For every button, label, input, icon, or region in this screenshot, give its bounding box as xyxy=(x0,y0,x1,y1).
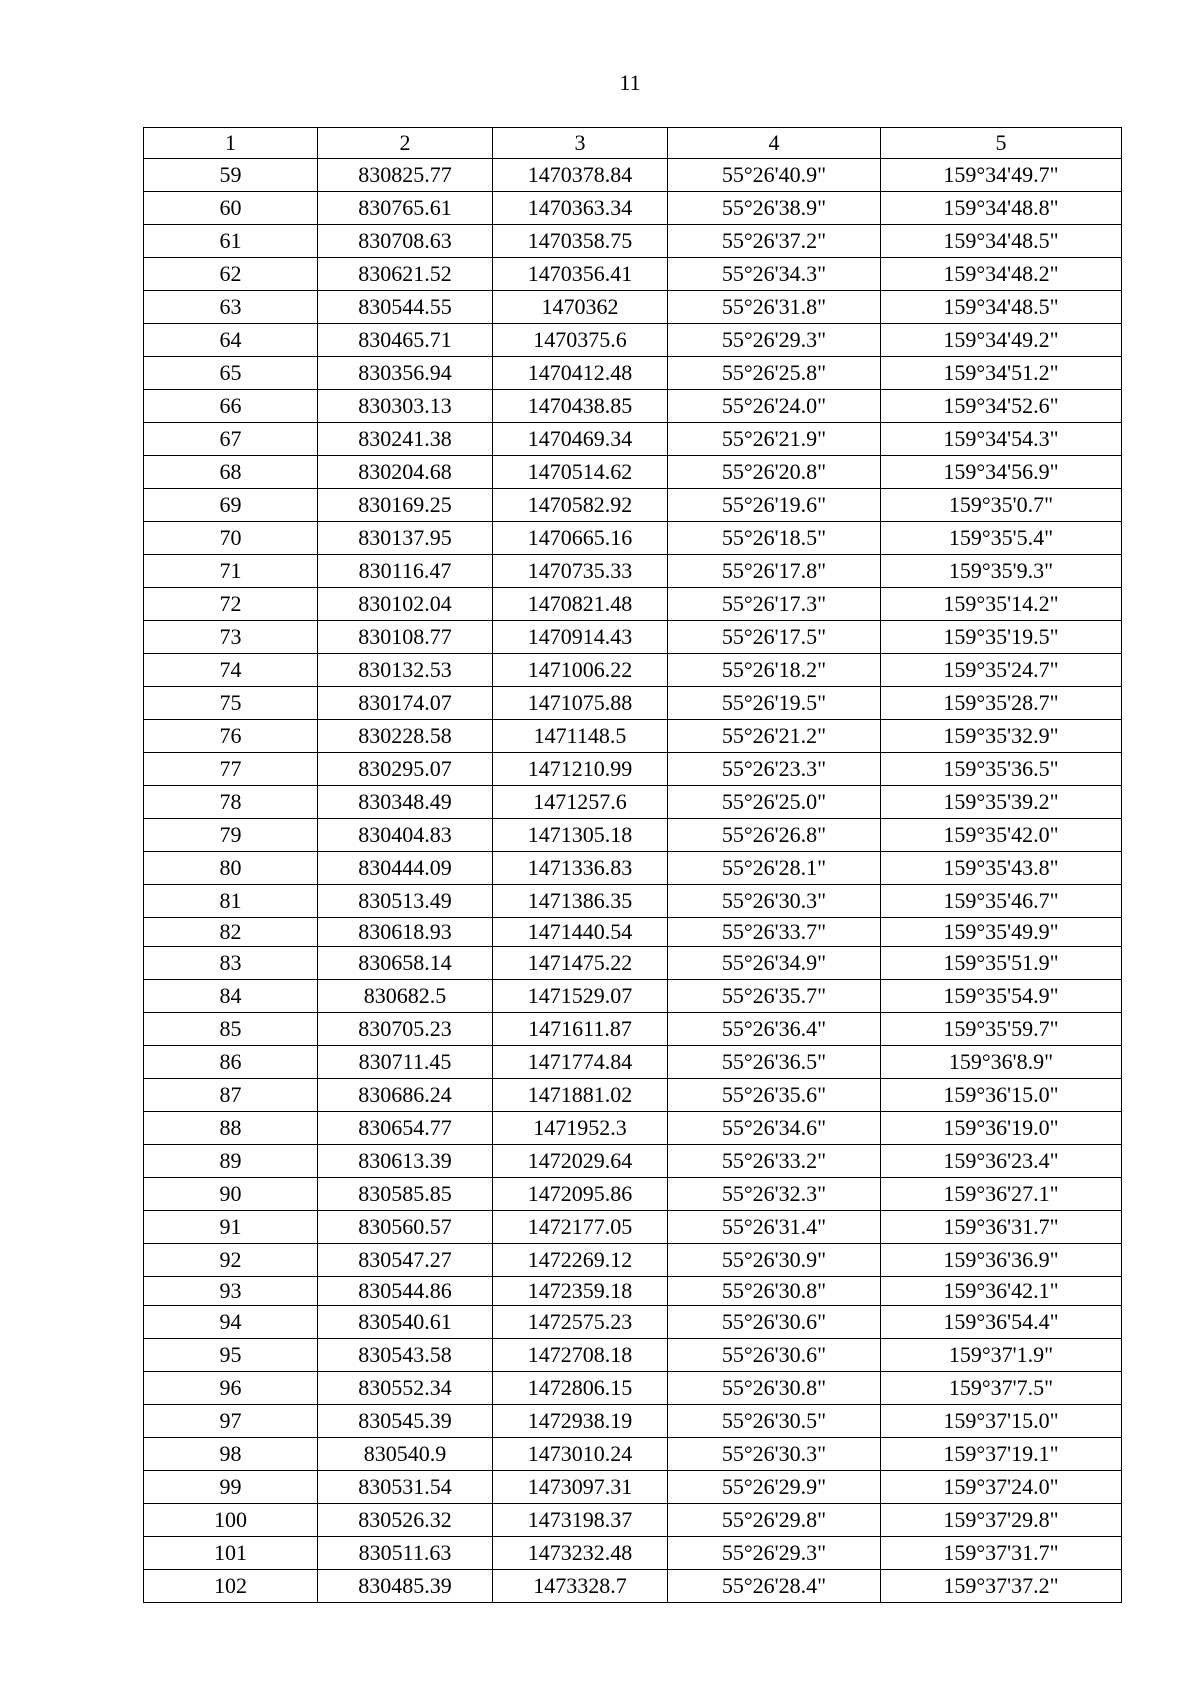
x-coordinate-cell: 830465.71 xyxy=(318,324,493,357)
x-coordinate-cell: 830511.63 xyxy=(318,1537,493,1570)
table-row xyxy=(144,786,1122,819)
y-coordinate-cell: 1471952.3 xyxy=(493,1112,668,1145)
y-coordinate-cell: 1472095.86 xyxy=(493,1178,668,1211)
table-row xyxy=(144,1339,1122,1372)
latitude-cell: 55°26'21.2" xyxy=(668,720,881,753)
x-coordinate-cell: 830513.49 xyxy=(318,885,493,918)
point-number-cell: 88 xyxy=(144,1112,318,1145)
y-coordinate-cell: 1470469.34 xyxy=(493,423,668,456)
longitude-cell: 159°34'48.5" xyxy=(881,225,1122,258)
column-header-1: 1 xyxy=(144,128,318,159)
x-coordinate-cell: 830543.58 xyxy=(318,1339,493,1372)
table-row xyxy=(144,687,1122,720)
longitude-cell: 159°35'0.7" xyxy=(881,489,1122,522)
latitude-cell: 55°26'38.9" xyxy=(668,192,881,225)
point-number-cell: 87 xyxy=(144,1079,318,1112)
table-row xyxy=(144,885,1122,918)
table-row xyxy=(144,324,1122,357)
x-coordinate-cell: 830444.09 xyxy=(318,852,493,885)
longitude-cell: 159°36'23.4" xyxy=(881,1145,1122,1178)
x-coordinate-cell: 830618.93 xyxy=(318,918,493,947)
page-number: 11 xyxy=(619,70,641,95)
table-row xyxy=(144,1306,1122,1339)
table-row xyxy=(144,192,1122,225)
point-number-cell: 75 xyxy=(144,687,318,720)
y-coordinate-cell: 1472029.64 xyxy=(493,1145,668,1178)
table-row xyxy=(144,1277,1122,1306)
coordinates-table xyxy=(143,127,1122,1603)
y-coordinate-cell: 1471210.99 xyxy=(493,753,668,786)
point-number-cell: 83 xyxy=(144,947,318,980)
longitude-cell: 159°34'51.2" xyxy=(881,357,1122,390)
point-number-cell: 85 xyxy=(144,1013,318,1046)
latitude-cell: 55°26'28.1" xyxy=(668,852,881,885)
table-row xyxy=(144,1504,1122,1537)
latitude-cell: 55°26'17.5" xyxy=(668,621,881,654)
point-number-cell: 81 xyxy=(144,885,318,918)
point-number-cell: 97 xyxy=(144,1405,318,1438)
table-row xyxy=(144,947,1122,980)
point-number-cell: 90 xyxy=(144,1178,318,1211)
point-number-cell: 65 xyxy=(144,357,318,390)
longitude-cell: 159°34'56.9" xyxy=(881,456,1122,489)
longitude-cell: 159°35'36.5" xyxy=(881,753,1122,786)
latitude-cell: 55°26'29.8" xyxy=(668,1504,881,1537)
table-row xyxy=(144,1079,1122,1112)
table-row xyxy=(144,753,1122,786)
table-row xyxy=(144,423,1122,456)
latitude-cell: 55°26'30.8" xyxy=(668,1372,881,1405)
point-number-cell: 72 xyxy=(144,588,318,621)
point-number-cell: 89 xyxy=(144,1145,318,1178)
y-coordinate-cell: 1472575.23 xyxy=(493,1306,668,1339)
x-coordinate-cell: 830765.61 xyxy=(318,192,493,225)
table-row xyxy=(144,390,1122,423)
table-row xyxy=(144,1112,1122,1145)
longitude-cell: 159°34'52.6" xyxy=(881,390,1122,423)
longitude-cell: 159°35'28.7" xyxy=(881,687,1122,720)
x-coordinate-cell: 830544.55 xyxy=(318,291,493,324)
point-number-cell: 63 xyxy=(144,291,318,324)
x-coordinate-cell: 830137.95 xyxy=(318,522,493,555)
longitude-cell: 159°35'39.2" xyxy=(881,786,1122,819)
point-number-cell: 74 xyxy=(144,654,318,687)
y-coordinate-cell: 1473010.24 xyxy=(493,1438,668,1471)
longitude-cell: 159°35'43.8" xyxy=(881,852,1122,885)
x-coordinate-cell: 830174.07 xyxy=(318,687,493,720)
point-number-cell: 77 xyxy=(144,753,318,786)
longitude-cell: 159°37'7.5" xyxy=(881,1372,1122,1405)
latitude-cell: 55°26'23.3" xyxy=(668,753,881,786)
y-coordinate-cell: 1471529.07 xyxy=(493,980,668,1013)
table-row xyxy=(144,819,1122,852)
latitude-cell: 55°26'19.6" xyxy=(668,489,881,522)
longitude-cell: 159°37'31.7" xyxy=(881,1537,1122,1570)
table-row xyxy=(144,489,1122,522)
x-coordinate-cell: 830204.68 xyxy=(318,456,493,489)
latitude-cell: 55°26'36.5" xyxy=(668,1046,881,1079)
point-number-cell: 61 xyxy=(144,225,318,258)
longitude-cell: 159°35'49.9" xyxy=(881,918,1122,947)
y-coordinate-cell: 1470363.34 xyxy=(493,192,668,225)
point-number-cell: 69 xyxy=(144,489,318,522)
longitude-cell: 159°34'48.5" xyxy=(881,291,1122,324)
longitude-cell: 159°36'42.1" xyxy=(881,1277,1122,1306)
longitude-cell: 159°35'5.4" xyxy=(881,522,1122,555)
point-number-cell: 96 xyxy=(144,1372,318,1405)
x-coordinate-cell: 830613.39 xyxy=(318,1145,493,1178)
latitude-cell: 55°26'18.2" xyxy=(668,654,881,687)
latitude-cell: 55°26'25.8" xyxy=(668,357,881,390)
point-number-cell: 93 xyxy=(144,1277,318,1306)
x-coordinate-cell: 830540.9 xyxy=(318,1438,493,1471)
y-coordinate-cell: 1473198.37 xyxy=(493,1504,668,1537)
point-number-cell: 79 xyxy=(144,819,318,852)
latitude-cell: 55°26'37.2" xyxy=(668,225,881,258)
point-number-cell: 68 xyxy=(144,456,318,489)
table-row xyxy=(144,621,1122,654)
longitude-cell: 159°35'54.9" xyxy=(881,980,1122,1013)
x-coordinate-cell: 830485.39 xyxy=(318,1570,493,1603)
point-number-cell: 67 xyxy=(144,423,318,456)
latitude-cell: 55°26'20.8" xyxy=(668,456,881,489)
table-row xyxy=(144,1471,1122,1504)
y-coordinate-cell: 1472359.18 xyxy=(493,1277,668,1306)
table-header xyxy=(144,128,1122,159)
y-coordinate-cell: 1470375.6 xyxy=(493,324,668,357)
longitude-cell: 159°35'9.3" xyxy=(881,555,1122,588)
point-number-cell: 94 xyxy=(144,1306,318,1339)
table-row xyxy=(144,1211,1122,1244)
point-number-cell: 99 xyxy=(144,1471,318,1504)
longitude-cell: 159°35'19.5" xyxy=(881,621,1122,654)
latitude-cell: 55°26'24.0" xyxy=(668,390,881,423)
y-coordinate-cell: 1473328.7 xyxy=(493,1570,668,1603)
longitude-cell: 159°35'59.7" xyxy=(881,1013,1122,1046)
table-row xyxy=(144,852,1122,885)
y-coordinate-cell: 1471475.22 xyxy=(493,947,668,980)
x-coordinate-cell: 830526.32 xyxy=(318,1504,493,1537)
y-coordinate-cell: 1471257.6 xyxy=(493,786,668,819)
latitude-cell: 55°26'30.6" xyxy=(668,1339,881,1372)
x-coordinate-cell: 830540.61 xyxy=(318,1306,493,1339)
table-row xyxy=(144,456,1122,489)
latitude-cell: 55°26'31.8" xyxy=(668,291,881,324)
y-coordinate-cell: 1471611.87 xyxy=(493,1013,668,1046)
point-number-cell: 66 xyxy=(144,390,318,423)
x-coordinate-cell: 830544.86 xyxy=(318,1277,493,1306)
point-number-cell: 95 xyxy=(144,1339,318,1372)
point-number-cell: 91 xyxy=(144,1211,318,1244)
longitude-cell: 159°35'14.2" xyxy=(881,588,1122,621)
y-coordinate-cell: 1470438.85 xyxy=(493,390,668,423)
table-row xyxy=(144,522,1122,555)
latitude-cell: 55°26'30.6" xyxy=(668,1306,881,1339)
point-number-cell: 92 xyxy=(144,1244,318,1277)
longitude-cell: 159°37'19.1" xyxy=(881,1438,1122,1471)
longitude-cell: 159°36'31.7" xyxy=(881,1211,1122,1244)
y-coordinate-cell: 1470362 xyxy=(493,291,668,324)
x-coordinate-cell: 830132.53 xyxy=(318,654,493,687)
column-header-4: 4 xyxy=(668,128,881,159)
x-coordinate-cell: 830545.39 xyxy=(318,1405,493,1438)
x-coordinate-cell: 830303.13 xyxy=(318,390,493,423)
x-coordinate-cell: 830686.24 xyxy=(318,1079,493,1112)
point-number-cell: 59 xyxy=(144,159,318,192)
point-number-cell: 98 xyxy=(144,1438,318,1471)
latitude-cell: 55°26'30.5" xyxy=(668,1405,881,1438)
point-number-cell: 78 xyxy=(144,786,318,819)
y-coordinate-cell: 1470914.43 xyxy=(493,621,668,654)
latitude-cell: 55°26'30.8" xyxy=(668,1277,881,1306)
table-row xyxy=(144,980,1122,1013)
longitude-cell: 159°37'37.2" xyxy=(881,1570,1122,1603)
longitude-cell: 159°34'48.2" xyxy=(881,258,1122,291)
longitude-cell: 159°35'46.7" xyxy=(881,885,1122,918)
y-coordinate-cell: 1472177.05 xyxy=(493,1211,668,1244)
longitude-cell: 159°37'24.0" xyxy=(881,1471,1122,1504)
x-coordinate-cell: 830547.27 xyxy=(318,1244,493,1277)
x-coordinate-cell: 830585.85 xyxy=(318,1178,493,1211)
longitude-cell: 159°35'32.9" xyxy=(881,720,1122,753)
y-coordinate-cell: 1471148.5 xyxy=(493,720,668,753)
latitude-cell: 55°26'34.6" xyxy=(668,1112,881,1145)
y-coordinate-cell: 1470665.16 xyxy=(493,522,668,555)
y-coordinate-cell: 1473232.48 xyxy=(493,1537,668,1570)
point-number-cell: 100 xyxy=(144,1504,318,1537)
longitude-cell: 159°37'29.8" xyxy=(881,1504,1122,1537)
table-row xyxy=(144,1570,1122,1603)
x-coordinate-cell: 830531.54 xyxy=(318,1471,493,1504)
table-row xyxy=(144,1537,1122,1570)
longitude-cell: 159°37'15.0" xyxy=(881,1405,1122,1438)
point-number-cell: 84 xyxy=(144,980,318,1013)
table-row xyxy=(144,918,1122,947)
y-coordinate-cell: 1471774.84 xyxy=(493,1046,668,1079)
longitude-cell: 159°36'19.0" xyxy=(881,1112,1122,1145)
table-row xyxy=(144,258,1122,291)
table-row xyxy=(144,357,1122,390)
longitude-cell: 159°34'48.8" xyxy=(881,192,1122,225)
point-number-cell: 101 xyxy=(144,1537,318,1570)
point-number-cell: 64 xyxy=(144,324,318,357)
latitude-cell: 55°26'34.3" xyxy=(668,258,881,291)
y-coordinate-cell: 1472269.12 xyxy=(493,1244,668,1277)
table-row xyxy=(144,1244,1122,1277)
latitude-cell: 55°26'29.3" xyxy=(668,324,881,357)
x-coordinate-cell: 830116.47 xyxy=(318,555,493,588)
y-coordinate-cell: 1470514.62 xyxy=(493,456,668,489)
x-coordinate-cell: 830348.49 xyxy=(318,786,493,819)
y-coordinate-cell: 1470821.48 xyxy=(493,588,668,621)
x-coordinate-cell: 830228.58 xyxy=(318,720,493,753)
y-coordinate-cell: 1471336.83 xyxy=(493,852,668,885)
x-coordinate-cell: 830682.5 xyxy=(318,980,493,1013)
latitude-cell: 55°26'17.8" xyxy=(668,555,881,588)
longitude-cell: 159°36'15.0" xyxy=(881,1079,1122,1112)
latitude-cell: 55°26'29.9" xyxy=(668,1471,881,1504)
latitude-cell: 55°26'17.3" xyxy=(668,588,881,621)
latitude-cell: 55°26'33.2" xyxy=(668,1145,881,1178)
x-coordinate-cell: 830654.77 xyxy=(318,1112,493,1145)
table-row xyxy=(144,291,1122,324)
table-row xyxy=(144,1145,1122,1178)
point-number-cell: 82 xyxy=(144,918,318,947)
y-coordinate-cell: 1471075.88 xyxy=(493,687,668,720)
latitude-cell: 55°26'28.4" xyxy=(668,1570,881,1603)
y-coordinate-cell: 1471386.35 xyxy=(493,885,668,918)
table-row xyxy=(144,555,1122,588)
x-coordinate-cell: 830621.52 xyxy=(318,258,493,291)
longitude-cell: 159°37'1.9" xyxy=(881,1339,1122,1372)
x-coordinate-cell: 830404.83 xyxy=(318,819,493,852)
y-coordinate-cell: 1470412.48 xyxy=(493,357,668,390)
table-row xyxy=(144,225,1122,258)
x-coordinate-cell: 830241.38 xyxy=(318,423,493,456)
latitude-cell: 55°26'30.9" xyxy=(668,1244,881,1277)
x-coordinate-cell: 830560.57 xyxy=(318,1211,493,1244)
y-coordinate-cell: 1472938.19 xyxy=(493,1405,668,1438)
x-coordinate-cell: 830295.07 xyxy=(318,753,493,786)
x-coordinate-cell: 830658.14 xyxy=(318,947,493,980)
longitude-cell: 159°35'42.0" xyxy=(881,819,1122,852)
longitude-cell: 159°34'49.7" xyxy=(881,159,1122,192)
x-coordinate-cell: 830708.63 xyxy=(318,225,493,258)
point-number-cell: 60 xyxy=(144,192,318,225)
latitude-cell: 55°26'25.0" xyxy=(668,786,881,819)
y-coordinate-cell: 1471305.18 xyxy=(493,819,668,852)
x-coordinate-cell: 830552.34 xyxy=(318,1372,493,1405)
latitude-cell: 55°26'30.3" xyxy=(668,885,881,918)
x-coordinate-cell: 830711.45 xyxy=(318,1046,493,1079)
table-row xyxy=(144,588,1122,621)
latitude-cell: 55°26'34.9" xyxy=(668,947,881,980)
table-body xyxy=(144,159,1122,1603)
point-number-cell: 70 xyxy=(144,522,318,555)
table-row xyxy=(144,1013,1122,1046)
header-row xyxy=(144,128,1122,159)
longitude-cell: 159°35'51.9" xyxy=(881,947,1122,980)
x-coordinate-cell: 830705.23 xyxy=(318,1013,493,1046)
point-number-cell: 62 xyxy=(144,258,318,291)
latitude-cell: 55°26'31.4" xyxy=(668,1211,881,1244)
point-number-cell: 102 xyxy=(144,1570,318,1603)
column-header-5: 5 xyxy=(881,128,1122,159)
table-row xyxy=(144,720,1122,753)
table-row xyxy=(144,1046,1122,1079)
table-row xyxy=(144,654,1122,687)
point-number-cell: 73 xyxy=(144,621,318,654)
longitude-cell: 159°36'54.4" xyxy=(881,1306,1122,1339)
column-header-3: 3 xyxy=(493,128,668,159)
y-coordinate-cell: 1472708.18 xyxy=(493,1339,668,1372)
point-number-cell: 80 xyxy=(144,852,318,885)
table-row xyxy=(144,1438,1122,1471)
latitude-cell: 55°26'30.3" xyxy=(668,1438,881,1471)
table-row xyxy=(144,1405,1122,1438)
longitude-cell: 159°36'27.1" xyxy=(881,1178,1122,1211)
point-number-cell: 86 xyxy=(144,1046,318,1079)
y-coordinate-cell: 1472806.15 xyxy=(493,1372,668,1405)
latitude-cell: 55°26'21.9" xyxy=(668,423,881,456)
x-coordinate-cell: 830169.25 xyxy=(318,489,493,522)
latitude-cell: 55°26'19.5" xyxy=(668,687,881,720)
point-number-cell: 71 xyxy=(144,555,318,588)
latitude-cell: 55°26'29.3" xyxy=(668,1537,881,1570)
y-coordinate-cell: 1470358.75 xyxy=(493,225,668,258)
table-row xyxy=(144,1178,1122,1211)
column-header-2: 2 xyxy=(318,128,493,159)
y-coordinate-cell: 1473097.31 xyxy=(493,1471,668,1504)
table-row xyxy=(144,159,1122,192)
latitude-cell: 55°26'40.9" xyxy=(668,159,881,192)
x-coordinate-cell: 830108.77 xyxy=(318,621,493,654)
x-coordinate-cell: 830825.77 xyxy=(318,159,493,192)
y-coordinate-cell: 1471881.02 xyxy=(493,1079,668,1112)
longitude-cell: 159°35'24.7" xyxy=(881,654,1122,687)
y-coordinate-cell: 1470378.84 xyxy=(493,159,668,192)
latitude-cell: 55°26'26.8" xyxy=(668,819,881,852)
x-coordinate-cell: 830102.04 xyxy=(318,588,493,621)
y-coordinate-cell: 1471440.54 xyxy=(493,918,668,947)
longitude-cell: 159°36'36.9" xyxy=(881,1244,1122,1277)
longitude-cell: 159°34'49.2" xyxy=(881,324,1122,357)
latitude-cell: 55°26'35.6" xyxy=(668,1079,881,1112)
y-coordinate-cell: 1470735.33 xyxy=(493,555,668,588)
point-number-cell: 76 xyxy=(144,720,318,753)
latitude-cell: 55°26'33.7" xyxy=(668,918,881,947)
latitude-cell: 55°26'36.4" xyxy=(668,1013,881,1046)
table-row xyxy=(144,1372,1122,1405)
latitude-cell: 55°26'18.5" xyxy=(668,522,881,555)
y-coordinate-cell: 1470356.41 xyxy=(493,258,668,291)
latitude-cell: 55°26'32.3" xyxy=(668,1178,881,1211)
longitude-cell: 159°34'54.3" xyxy=(881,423,1122,456)
y-coordinate-cell: 1471006.22 xyxy=(493,654,668,687)
x-coordinate-cell: 830356.94 xyxy=(318,357,493,390)
latitude-cell: 55°26'35.7" xyxy=(668,980,881,1013)
longitude-cell: 159°36'8.9" xyxy=(881,1046,1122,1079)
y-coordinate-cell: 1470582.92 xyxy=(493,489,668,522)
